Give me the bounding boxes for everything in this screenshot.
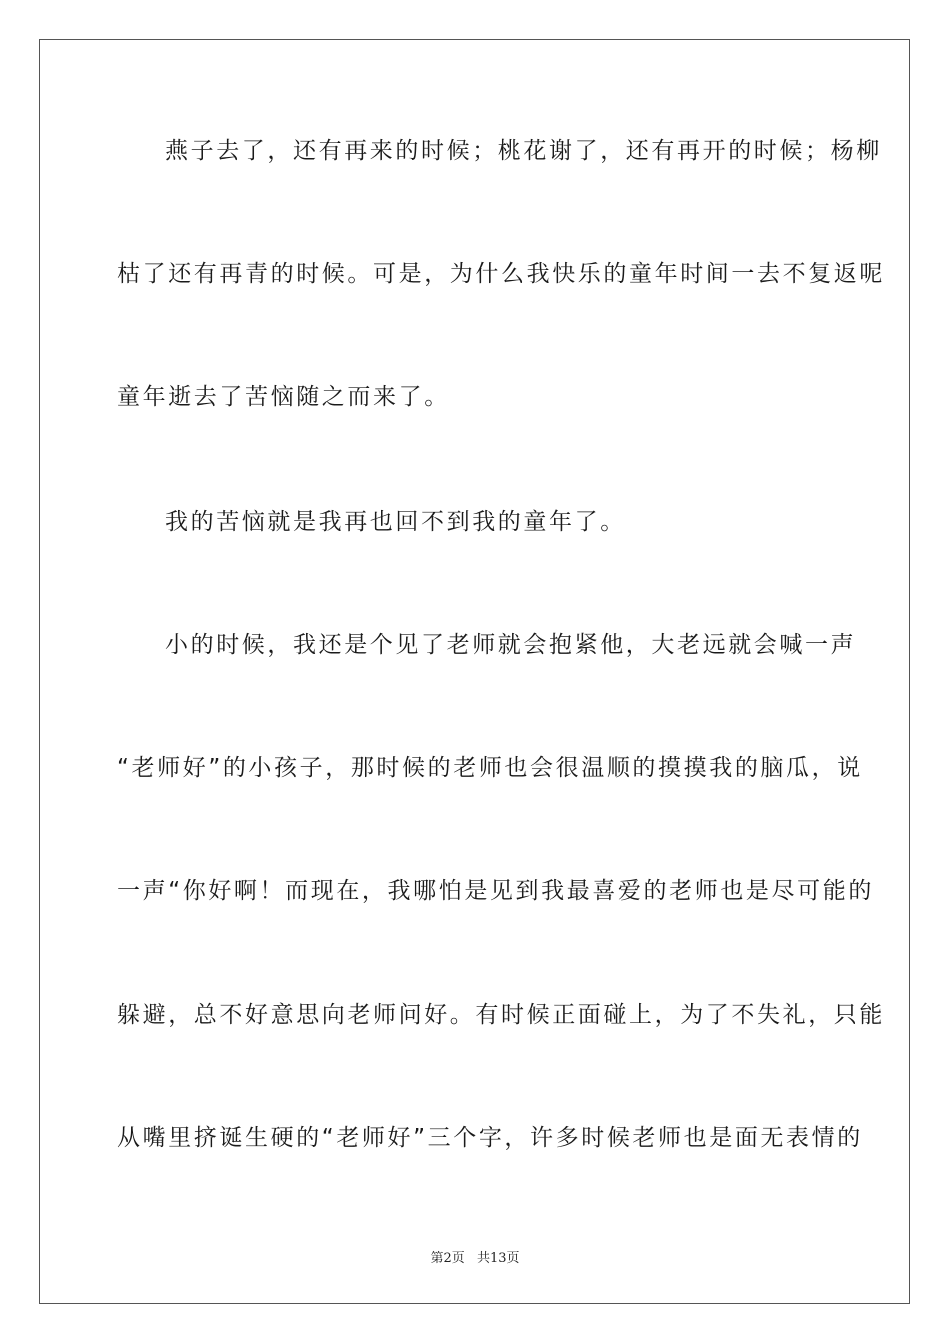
text-line-9: 从嘴里挤诞生硬的“老师好”三个字，许多时候老师也是面无表情的 [117,1125,863,1151]
text-line-1: 燕子去了，还有再来的时候；桃花谢了，还有再开的时候；杨柳 [165,138,882,164]
page-total: 共13页 [476,1251,520,1266]
text-line-6: “老师好”的小孩子，那时候的老师也会很温顺的摸摸我的脑瓜，说 [117,755,863,781]
text-line-4: 我的苦恼就是我再也回不到我的童年了。 [165,509,626,535]
page-number: 第2页 [430,1251,465,1266]
text-line-8: 躲避，总不好意思向老师问好。有时候正面碰上，为了不失礼，只能 [117,1002,885,1028]
page-footer [0,1247,950,1266]
text-line-5: 小的时候，我还是个见了老师就会抱紧他，大老远就会喊一声 [165,632,857,658]
text-line-7: 一声“你好啊！而现在，我哪怕是见到我最喜爱的老师也是尽可能的 [117,878,874,904]
text-line-3: 童年逝去了苦恼随之而来了。 [117,384,450,410]
text-line-2: 枯了还有再青的时候。可是，为什么我快乐的童年时间一去不复返呢 [117,261,885,287]
page-border [39,39,910,1304]
